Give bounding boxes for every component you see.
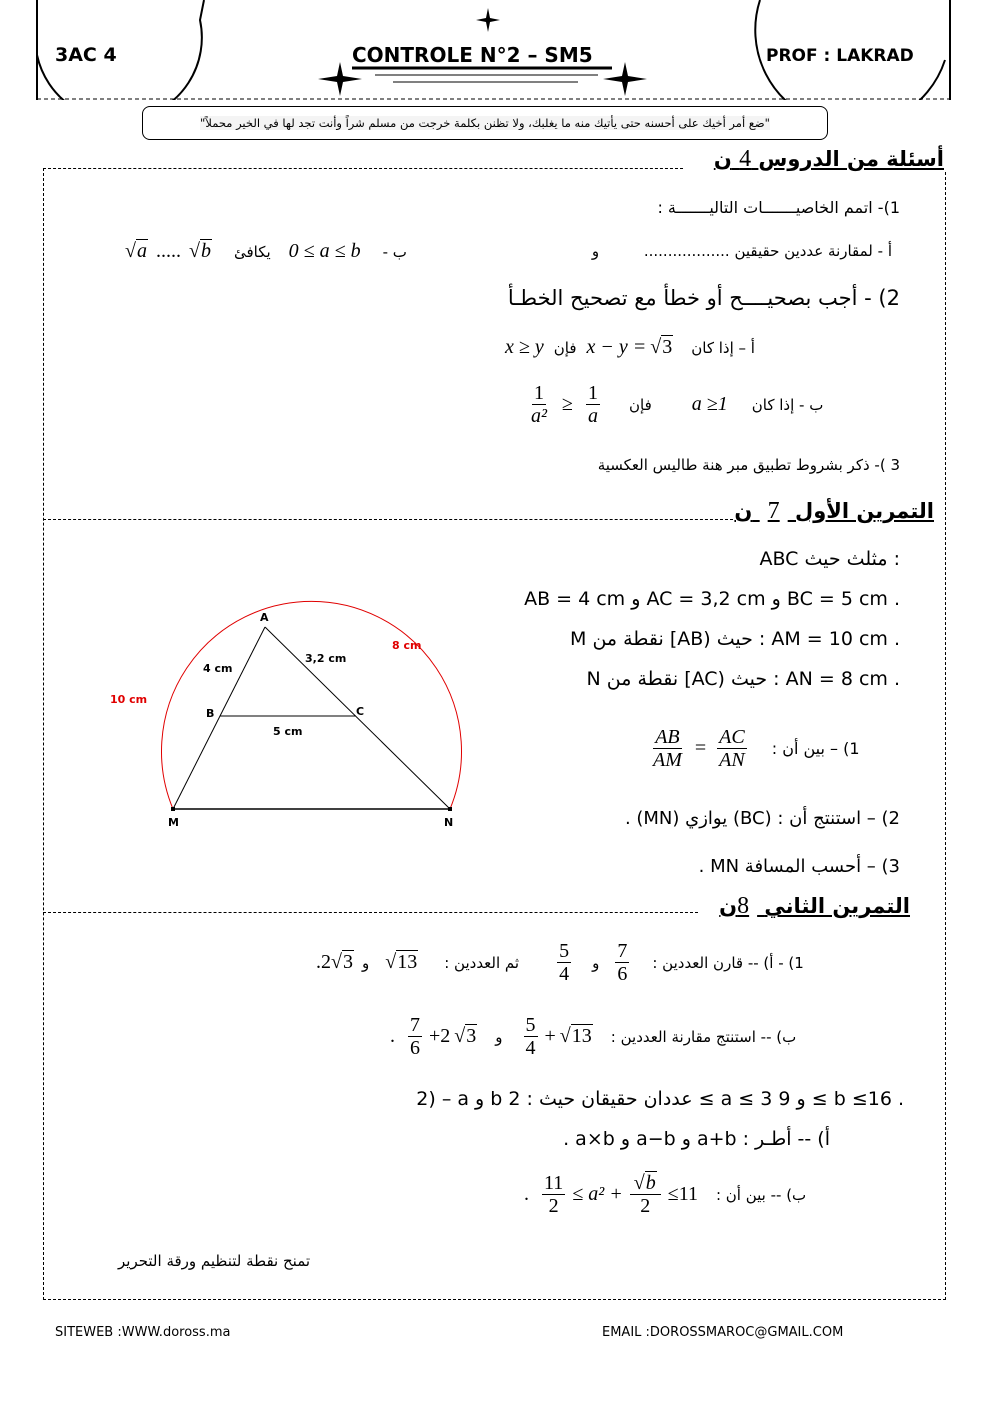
s3-q2a: أ) -- أطـر : a+b و a−b و a×b . (563, 1128, 830, 1150)
s3-q2b: . $\frac{11}{2}$ ≤ a² + $\frac{√b}{2}$ ≤11 ب) -- بين أن : (524, 1172, 807, 1217)
sqrt-b: √b (633, 1172, 656, 1194)
fraction: $\frac{5}{4}$ (525, 1014, 536, 1059)
fraction: $\frac{11}{2}$ (544, 1172, 564, 1217)
divider-1 (43, 168, 683, 169)
segment-am (173, 627, 265, 809)
footer-email: EMAIL :DOROSSMAROC@GMAIL.COM (602, 1325, 844, 1340)
s2-line3: M نقطة من [AB) حيث : AM = 10 cm . (570, 628, 900, 650)
sqrt-13: √13 (385, 951, 418, 973)
s2-line2: AB = 4 cm و AC = 3,2 cm و BC = 5 cm . (524, 588, 900, 610)
star-icon (318, 62, 362, 96)
fraction: $\frac{1}{a}$ (587, 382, 598, 427)
s3-q2: 2) – a و b عددان حقيقان حيث : 2 ≤ a ≤ 3 و 9 ≤ b ≤16 . (416, 1088, 904, 1110)
label-c: C (356, 705, 365, 718)
quote-box (142, 106, 828, 140)
sqrt-b: √b (188, 240, 211, 262)
class-label: 3AC 4 (55, 44, 117, 66)
fraction: $\frac{7}{6}$ (410, 1014, 420, 1059)
s2-q1: $\frac{AB}{AM}$ = $\frac{AC}{AN}$ 1) – بين أن : (653, 726, 860, 771)
s1-q2a: x ≥ y فإن x − y = √3 أ – إذا كان (505, 336, 755, 358)
sqrt-13: √13 (559, 1025, 592, 1047)
fraction: $\frac{√b}{2}$ (630, 1172, 661, 1217)
fraction: $\frac{7}{6}$ (617, 940, 628, 985)
segment-an (265, 627, 450, 809)
s1-q2b: $\frac{1}{\text{a²}}$ ≥ $\frac{1}{a}$ فإن a ≥1 ب - إذا كان (531, 382, 824, 427)
section1-title: أسئلة من الدروس 4 ن (713, 146, 944, 172)
s3-q1a: . 2 √3 و √13 ثم العددين : $\frac{5}{4}$ و $\frac{7}{6}$ 1) - أ) -- قارن العددين : (316, 940, 804, 985)
s1-q1b: √a ..... √b يكافئ 0 ≤ a ≤ b ب - (125, 240, 407, 262)
frame-left (43, 168, 44, 1300)
bonus-note: تمنح نقطة لتنظيم ورقة التحرير (118, 1252, 311, 1270)
s1-q1-title: 1)- اتمم الخاصيـــــــات التاليـــــــة : (657, 198, 900, 217)
sqrt-3: √3 (454, 1025, 477, 1047)
arc (162, 601, 462, 809)
label-n: N (444, 816, 454, 829)
sqrt-3: √3 (331, 951, 353, 973)
sqrt-3: √3 (650, 336, 673, 358)
sqrt-a: √a (125, 240, 147, 262)
label-b: B (206, 707, 215, 720)
point-m (171, 807, 175, 811)
header (0, 0, 992, 100)
label-am: 10 cm (110, 693, 148, 706)
s1-q2-title: 2) - أجب بصحيــــح أو خطأ مع تصحيح الخطـأ (507, 286, 900, 310)
frame-bottom (43, 1299, 946, 1300)
section3-title: التمرين الثاني 8ن (719, 893, 910, 919)
fraction: $\frac{AC}{AN}$ (719, 726, 745, 771)
frame-right (945, 172, 946, 1300)
divider-2 (43, 519, 733, 520)
s1-q1a: أ - لمقارنة عددين حقيقين .................. و (591, 242, 892, 260)
quote-text: "ضع أمر أخيك على أحسنه حتى يأتيك منه ما يغلبك، ولا تظنن بكلمة خرجت من مسلم شراً وأنت تجد لها في الخير محملاً" (200, 116, 770, 130)
s2-line4: N نقطة من [AC) حيث : AN = 8 cm . (586, 668, 900, 690)
exam-title: CONTROLE N°2 – SM5 (352, 43, 593, 67)
s2-q2: 2) – استنتج أن : (BC) يوازي (MN) . (624, 808, 900, 829)
section2-title: التمرين الأول 7 ن (734, 498, 934, 524)
triangle-figure (100, 600, 470, 830)
fraction: $\frac{5}{4}$ (559, 940, 570, 985)
point-n (448, 807, 452, 811)
star-icon (476, 8, 500, 32)
teacher-label: PROF : LAKRAD (766, 46, 914, 66)
label-a: A (260, 611, 269, 624)
label-bc: 5 cm (273, 725, 303, 738)
divider-3 (43, 912, 698, 913)
fraction: $\frac{1}{\text{a²}}$ (531, 382, 547, 427)
s3-q1b: . $\frac{7}{6}$ +2 √3 و $\frac{5}{4}$ + √13 ب) -- استنتج مقارنة العددين : (390, 1014, 797, 1059)
label-ab: 4 cm (203, 662, 233, 675)
s2-q3: 3) – أحسب المسافة MN . (698, 856, 900, 877)
label-ac: 3,2 cm (305, 652, 347, 665)
footer-site: SITEWEB :WWW.doross.ma (55, 1325, 231, 1340)
label-an: 8 cm (392, 639, 422, 652)
s1-q3: 3 )- ذكر بشروط تطبيق مبر هنة طاليس العكسية (597, 456, 900, 474)
fraction: $\frac{AB}{AM}$ (653, 726, 682, 771)
star-icon (603, 62, 647, 96)
label-m: M (168, 816, 179, 829)
s2-line1: ABC مثلث حيث : (759, 548, 900, 570)
